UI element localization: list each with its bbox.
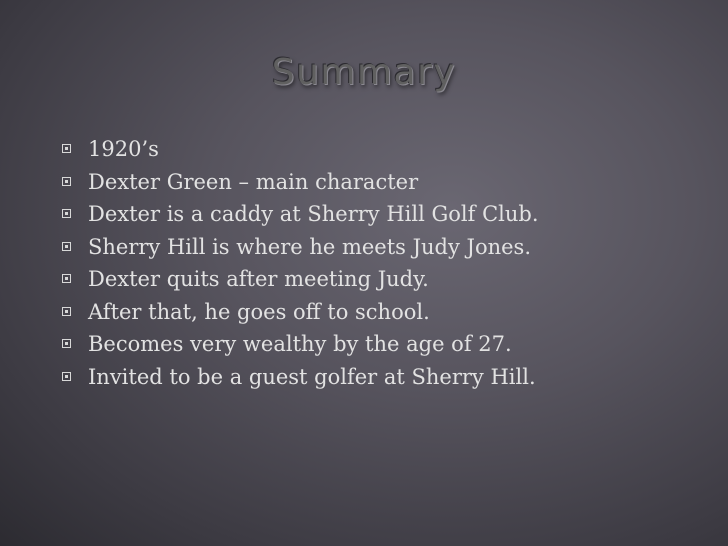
bullet-item — [62, 133, 539, 166]
bullet-item — [62, 166, 539, 199]
square-bullet-icon — [62, 144, 71, 153]
bullet-item — [62, 296, 539, 329]
bullet-list — [62, 133, 539, 393]
square-bullet-icon — [62, 242, 71, 251]
square-bullet-icon — [62, 274, 71, 283]
bullet-item — [62, 361, 539, 394]
square-bullet-icon — [62, 307, 71, 316]
bullet-text: Invited to be a guest golfer at Sherry Hill. — [88, 364, 536, 389]
bullet-item — [62, 231, 539, 264]
slide-title: Summary — [271, 52, 457, 93]
bullet-text: 1920’s — [88, 137, 159, 161]
bullet-text: Dexter quits after meeting Judy. — [88, 267, 429, 291]
bullet-item — [62, 328, 539, 361]
square-bullet-icon — [62, 339, 71, 348]
square-bullet-icon — [62, 372, 71, 381]
bullet-text: Dexter is a caddy at Sherry Hill Golf Club. — [88, 202, 539, 226]
square-bullet-icon — [62, 177, 71, 186]
bullet-text: Sherry Hill is where he meets Judy Jones. — [88, 234, 532, 259]
bullet-item — [62, 198, 539, 231]
square-bullet-icon — [62, 209, 71, 218]
bullet-item — [62, 263, 539, 296]
bullet-text: Becomes very wealthy by the age of 27. — [88, 332, 512, 356]
bullet-text: After that, he goes off to school. — [88, 299, 430, 324]
bullet-text: Dexter Green – main character — [88, 169, 419, 194]
